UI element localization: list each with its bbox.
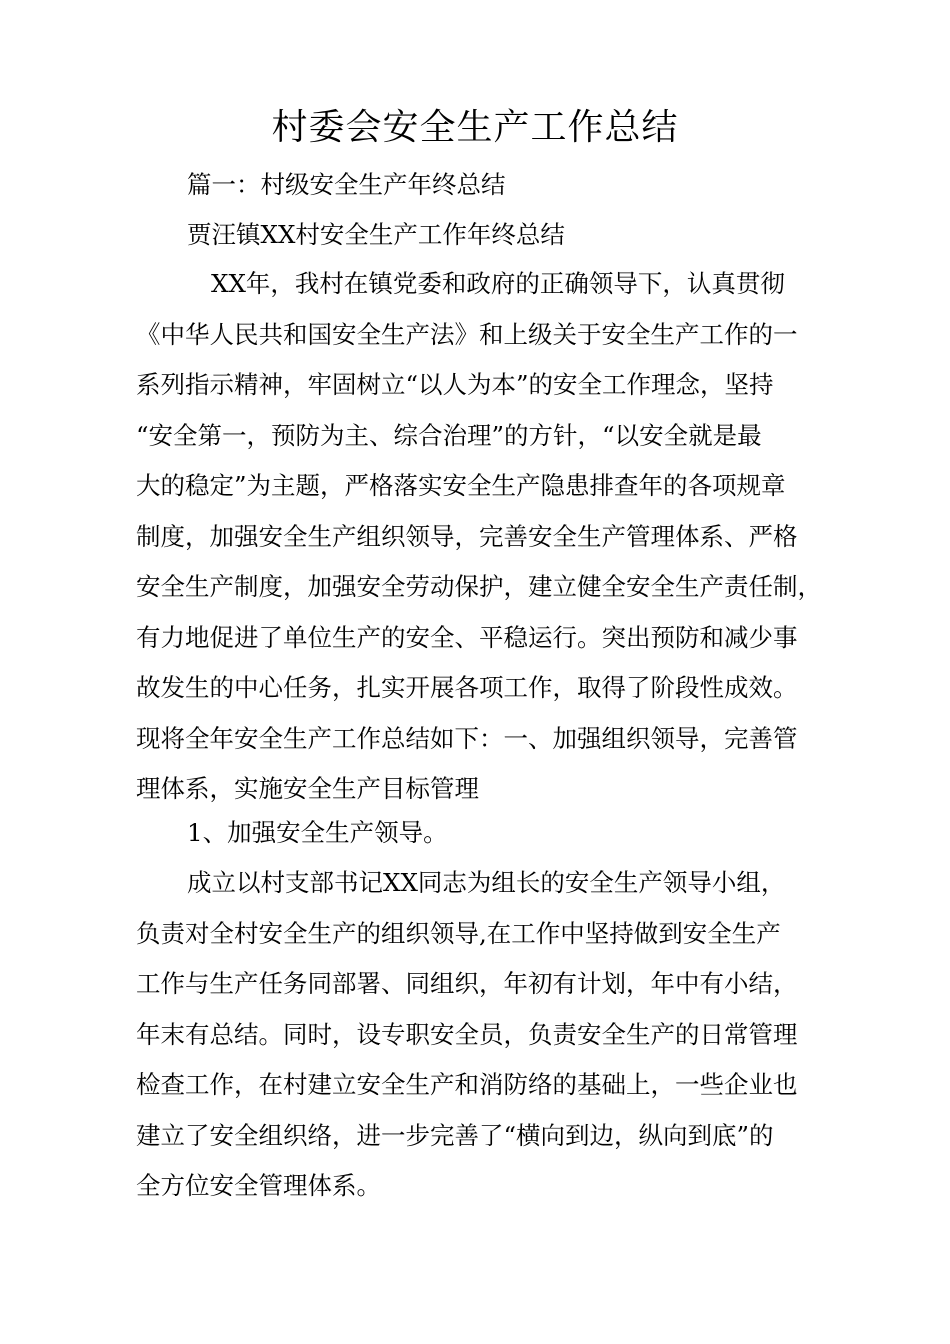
heading-line: 篇一：村级安全生产年终总结 [187,170,506,199]
paragraph-line: 建立了安全组织络，进一步完善了“横向到边，纵向到底”的 [136,1120,774,1150]
paragraph-line: XX年，我村在镇党委和政府的正确领导下，认真贯彻 [211,269,785,298]
paragraph-line: 《中华人民共和国安全生产法》和上级关于安全生产工作的一 [136,319,798,349]
heading-village-summary [136,210,836,261]
paragraph-line: 系列指示精神，牢固树立“以人为本”的安全工作理念，坚持 [136,370,774,399]
paragraph-line: “安全第一，预防为主、综合治理”的方针，“以安全就是最 [136,420,762,450]
paragraph-line: 负责对全村安全生产的组织领导,在工作中坚持做到安全生产 [136,918,781,948]
paragraph-line: 检查工作，在村建立安全生产和消防络的基础上，一些企业也 [136,1070,798,1099]
paragraph-line: 理体系，实施安全生产目标管理 [136,774,479,803]
item-line: 1、加强安全生产领导。 [187,818,448,847]
paragraph-line: 现将全年安全生产工作总结如下：一、加强组织领导，完善管 [136,723,798,753]
paragraph-line: 故发生的中心任务，扎实开展各项工作，取得了阶段性成效。 [136,673,798,702]
paragraph-line: 成立以村支部书记XX同志为组长的安全生产领导小组， [187,868,786,897]
paragraph-intro [136,259,836,815]
paragraph-line: 工作与生产任务同部署、同组织，年初有计划，年中有小结， [136,969,798,998]
heading-part-one [136,160,836,211]
paragraph-line: 安全生产制度，加强安全劳动保护，建立健全安全生产责任制， [136,572,822,601]
paragraph-line: 年末有总结。同时，设专职安全员，负责安全生产的日常管理 [136,1019,798,1049]
item-heading-1 [136,808,836,859]
paragraph-leadership [136,858,836,1212]
paragraph-line: 制度，加强安全生产组织领导，完善安全生产管理体系、严格 [136,521,798,551]
heading-line: 贾汪镇XX村安全生产工作年终总结 [187,220,565,249]
paragraph-line: 有力地促进了单位生产的安全、平稳运行。突出预防和减少事 [136,622,798,652]
paragraph-line: 全方位安全管理体系。 [136,1171,381,1200]
document-title: 村委会安全生产工作总结 [271,107,679,148]
paragraph-line: 大的稳定”为主题，严格落实安全生产隐患排查年的各项规章 [136,471,786,500]
